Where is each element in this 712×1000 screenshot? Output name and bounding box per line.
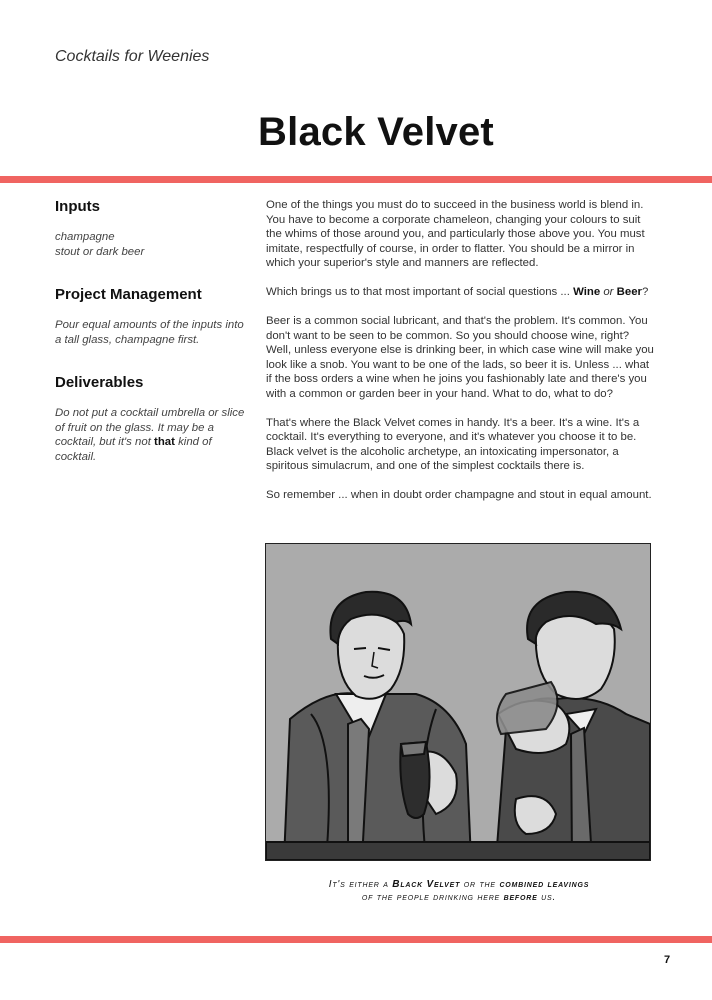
paragraph-4: That's where the Black Velvet comes in handy. It's a beer. It's a wine. It's a cocktail. It's everything to everyone, and it's whatever you choose it to be. Black velvet is the alcoholic archetype, an intoxicating impersonator, a spiritous simulacrum, and one of the simplest cocktails there is. (266, 416, 640, 472)
input-item-stout: stout or dark beer (55, 245, 145, 258)
paragraph-2-lead: Which brings us to that most important of social questions ... (266, 286, 574, 298)
paragraph-5: So remember ... when in doubt order champagne and stout in equal amount. (266, 489, 652, 501)
page-number: 7 (664, 954, 671, 966)
project-management-text: Pour equal amounts of the inputs into a tall glass, champagne first. (55, 319, 244, 346)
comic-illustration (266, 544, 650, 860)
caption-part: or the (460, 879, 500, 890)
word-or: or (600, 286, 617, 298)
top-divider (0, 176, 712, 183)
deliverables-heading: Deliverables (55, 374, 144, 391)
word-beer: Beer (616, 286, 642, 298)
question-mark: ? (641, 286, 649, 298)
deliverables-text-part-1: Do not put a cocktail umbrella or slice of fruit on the glass. It may be a cocktail, but it's not (55, 407, 245, 448)
bar-counter (266, 842, 650, 860)
caption-bold: Black Velvet (392, 879, 461, 890)
inputs-heading: Inputs (55, 198, 100, 215)
paragraph-1: One of the things you must do to succeed in the business world is blend in. You have to become a corporate chameleon, changing your colours to suit the whims of those around you, and particularly those above you. You must imitate, respectfully of course, in order to flatter. You should be a mirror in which your superior's style and manners are reflected. (266, 199, 645, 269)
comic-caption (266, 878, 652, 904)
deliverables-text (55, 406, 245, 464)
project-management-heading: Project Management (55, 286, 202, 303)
paragraph-2 (266, 285, 656, 300)
input-item-champagne: champagne (55, 231, 115, 243)
deliverables-text-part-2: kind of cocktail. (55, 436, 212, 463)
inputs-list (55, 230, 245, 259)
caption-part: of the people drinking here (361, 892, 504, 903)
caption-bold: combined leavings (499, 879, 590, 890)
main-text (266, 198, 656, 517)
sidebar (55, 198, 245, 491)
word-wine: Wine (573, 286, 601, 298)
page-title: Black Velvet (258, 110, 494, 154)
caption-part: us. (537, 892, 557, 903)
paragraph-3: Beer is a common social lubricant, and that's the problem. It's common. You don't want to be seen to be common. So you should choose wine, right? Well, unless everyone else is drinking beer, in which case wine will make you look like a snob. You want to be one of the lads, so beer it is. Unless ... what if the boss orders a wine when he joins you fashionably late and there's you with a common or garden beer in your hand. What to do, what to do? (266, 315, 654, 400)
deliverables-emphasis: that (154, 436, 175, 448)
caption-bold: before (503, 892, 538, 903)
bottom-divider (0, 936, 712, 943)
series-title: Cocktails for Weenies (55, 48, 210, 65)
caption-part: It's either a (328, 879, 393, 890)
comic-panel (265, 543, 651, 861)
